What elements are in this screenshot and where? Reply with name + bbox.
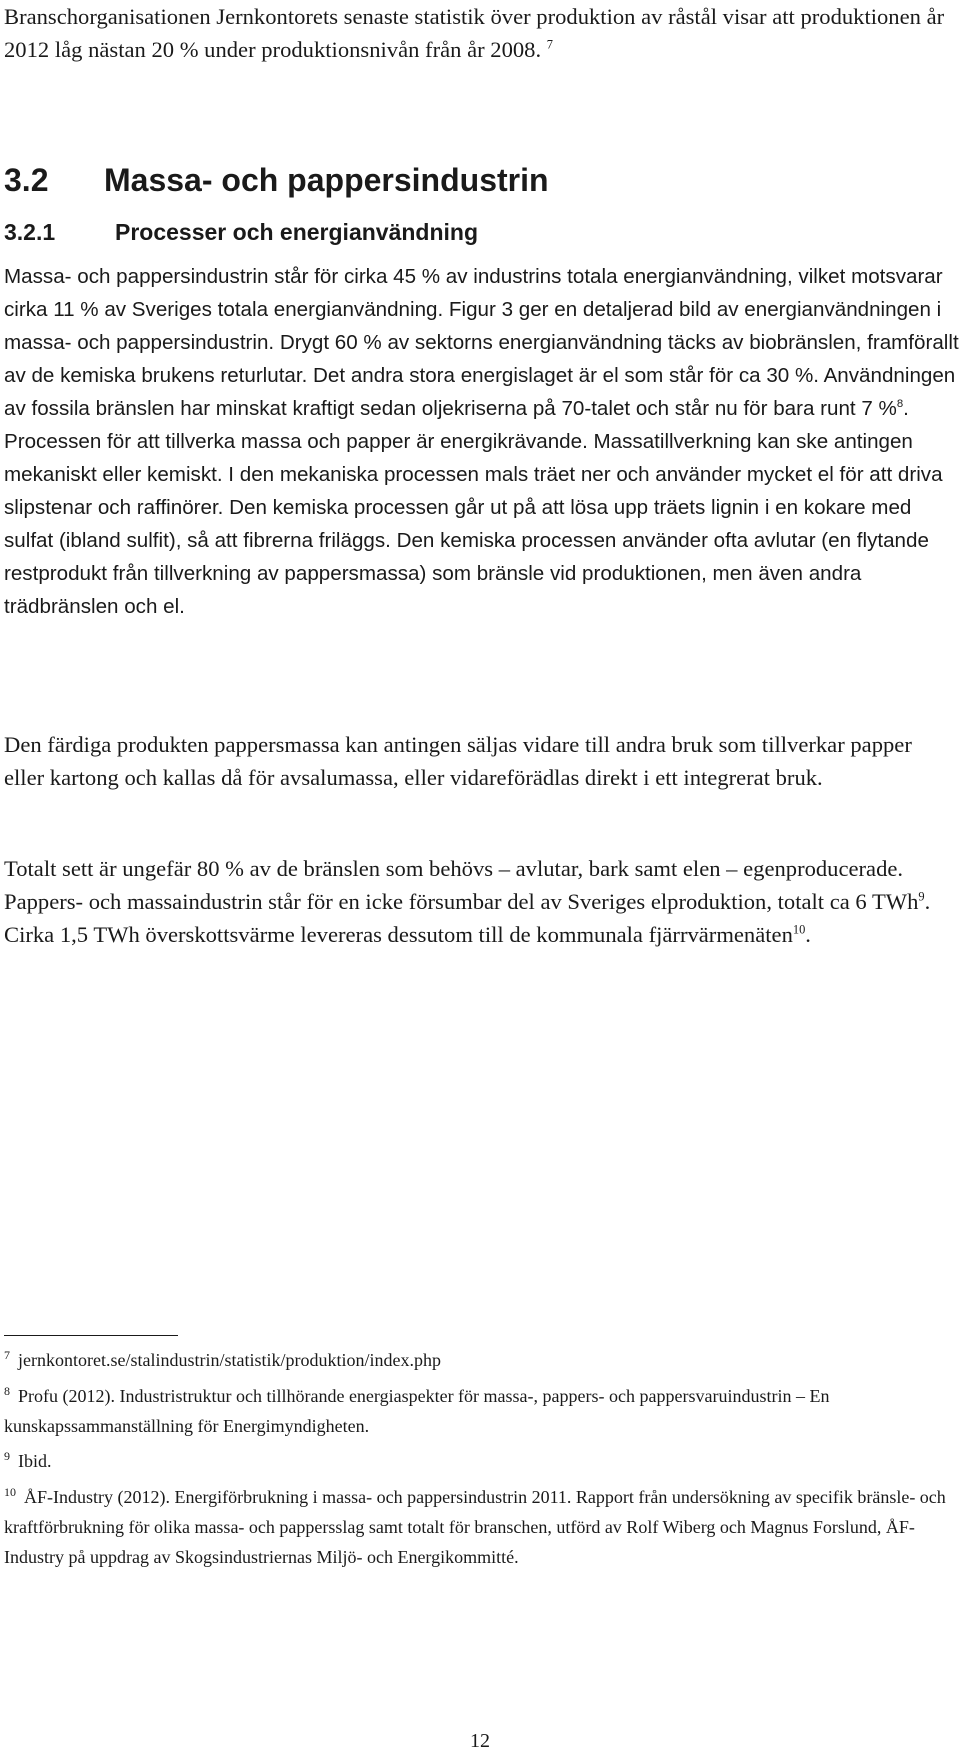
subsection-heading: [4, 216, 478, 248]
paragraph-energy-use-part2: . Processen för att tillverka massa och papper är energikrävande. Massatillverkning kan ske antingen mekaniskt eller kemiskt. I den mekaniska processen mals träet ner och använder mycket el för att driva slipstenar och raffinörer. Den kemiska processen går ut på att lösa upp träets lignin i en kokare med sulfat (ibland sulfit), så att fibrerna friläggs. Den kemiska processen använder ofta avlutar (en flytande restprodukt från tillverkning av pappersmassa) som bränsle vid produktionen, men även andra trädbränslen och el.: [4, 397, 943, 618]
footnote-link[interactable]: jernkontoret.se/stalindustrin/statistik/produktion/index.php: [18, 1350, 441, 1370]
footnote-mark: 7: [4, 1348, 10, 1362]
section-title: Massa- och pappersindustrin: [104, 162, 549, 198]
footnote-8: [4, 1381, 956, 1441]
footnote-text: Profu (2012). Industristruktur och tillhörande energiaspekter för massa-, pappers- och pappersvaruindustrin – En kunskapssammanställning för Energimyndigheten.: [4, 1386, 830, 1436]
footnote-ref-10[interactable]: 10: [792, 922, 806, 937]
footnote-ref-7[interactable]: 7: [546, 37, 553, 52]
intro-text: Branschorganisationen Jernkontorets senaste statistik över produktion av råstål visar att produktionen år 2012 låg nästan 20 % under produktionsnivån från år 2008.: [4, 4, 945, 62]
paragraph-energy-use: [4, 260, 959, 623]
paragraph-self-production-part1: Totalt sett är ungefär 80 % av de bränslen som behövs – avlutar, bark samt elen – egenproducerade. Pappers- och massaindustrin står för en icke försumbar del av Sveriges elproduktion, totalt ca 6 TWh: [4, 856, 919, 914]
subsection-number: 3.2.1: [4, 219, 56, 245]
footnote-text: Ibid.: [18, 1451, 52, 1471]
paragraph-self-production: [4, 852, 960, 951]
subsection-title: Processer och energianvändning: [115, 219, 479, 245]
paragraph-self-production-part3: .: [805, 922, 811, 947]
intro-paragraph: [4, 0, 956, 66]
paragraph-energy-use-part1: Massa- och pappersindustrin står för cirka 45 % av industrins totala energianvändning, vilket motsvarar cirka 11 % av Sveriges totala energianvändning. Figur 3 ger en detaljerad bild av energianvändningen i massa- och pappersindustrin. Drygt 60 % av sektorns energianvändning täcks av biobränslen, framförallt av de kemiska brukens returlutar. Det andra stora energislaget är el som står för ca 30 %. Användningen av fossila bränslen har minskat kraftigt sedan oljekriserna på 70-talet och står nu för bara runt 7 %: [4, 265, 959, 420]
footnote-mark: 8: [4, 1384, 10, 1398]
section-heading: [4, 160, 549, 200]
section-number: 3.2: [4, 162, 49, 198]
footnote-separator: [4, 1335, 178, 1336]
footnote-7: [4, 1345, 956, 1375]
paragraph-pulp-product: [4, 728, 956, 794]
paragraph-pulp-product-text: Den färdiga produkten pappersmassa kan antingen säljas vidare till andra bruk som tillverkar papper eller kartong och kallas då för avsalumassa, eller vidareförädlas direkt i ett integrerat bruk.: [4, 732, 912, 790]
footnote-9: [4, 1446, 956, 1476]
paragraph-self-production-part2: . Cirka 1,5 TWh överskottsvärme levereras dessutom till de kommunala fjärrvärmenäten: [4, 889, 931, 947]
page-number: 12: [470, 1730, 490, 1752]
footnote-ref-9[interactable]: 9: [918, 889, 925, 904]
footnote-mark: 10: [4, 1485, 16, 1499]
footnote-mark: 9: [4, 1449, 10, 1463]
footnote-ref-8[interactable]: 8: [896, 398, 904, 411]
footnote-10: [4, 1482, 956, 1572]
footnote-text: ÅF-Industry (2012). Energiförbrukning i massa- och pappersindustrin 2011. Rapport från undersökning av specifik bränsle- och kraftförbrukning för olika massa- och pappersslag samt totalt för branschen, utförd av Rolf Wiberg och Magnus Forslund, ÅF-Industry på uppdrag av Skogsindustriernas Miljö- och Energikommitté.: [4, 1487, 946, 1567]
